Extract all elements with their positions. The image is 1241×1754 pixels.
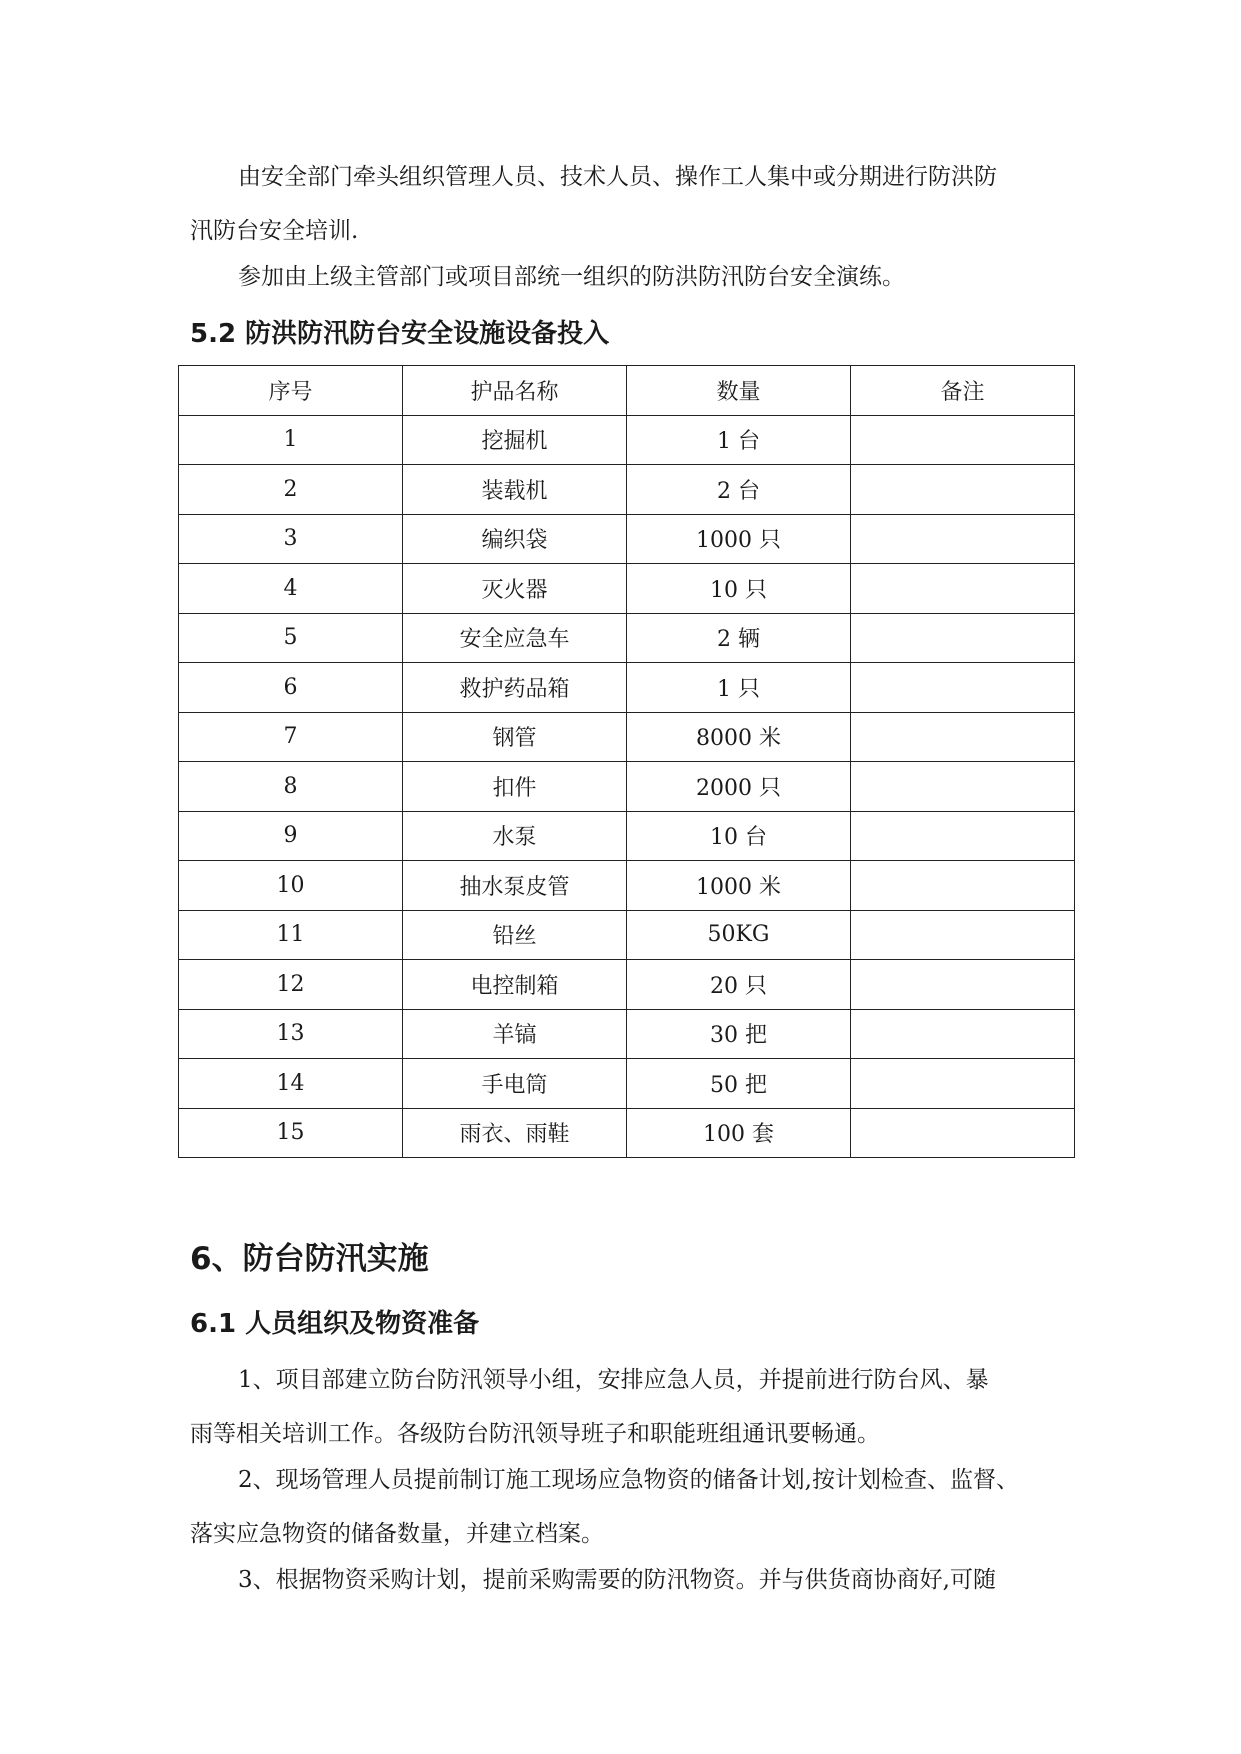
section-6-heading: 6、防台防汛实施 [190,1241,429,1277]
cell-remarks [851,960,1075,1010]
cell-item-name: 编织袋 [403,514,627,564]
training-paragraph-line-2: 汛防台安全培训. [190,218,359,244]
cell-item-name: 手电筒 [403,1059,627,1109]
item-1-paragraph [190,1353,1062,1461]
section-5-2-heading: 5.2 防洪防汛防台安全设施设备投入 [190,319,610,349]
cell-item-name: 安全应急车 [403,613,627,663]
cell-item-name: 电控制箱 [403,960,627,1010]
cell-item-name: 救护药品箱 [403,663,627,713]
cell-item-name: 挖掘机 [403,415,627,465]
table-row [179,514,1075,564]
cell-remarks [851,811,1075,861]
cell-remarks [851,712,1075,762]
table-row [179,712,1075,762]
cell-index: 13 [179,1009,403,1059]
section-6-1-heading: 6.1 人员组织及物资准备 [190,1309,480,1339]
header-remarks: 备注 [851,366,1075,416]
table-row [179,762,1075,812]
cell-index: 15 [179,1108,403,1158]
cell-index: 12 [179,960,403,1010]
cell-item-name: 雨衣、雨鞋 [403,1108,627,1158]
cell-remarks [851,910,1075,960]
training-paragraph-line-1: 由安全部门牵头组织管理人员、技术人员、操作工人集中或分期进行防洪防 [238,164,997,190]
table-body [179,415,1075,1158]
cell-item-name: 抽水泵皮管 [403,861,627,911]
cell-remarks [851,465,1075,515]
cell-quantity: 20 只 [627,960,851,1010]
table-row [179,415,1075,465]
cell-item-name: 装载机 [403,465,627,515]
table-row [179,910,1075,960]
table-row [179,1009,1075,1059]
cell-quantity: 50 把 [627,1059,851,1109]
cell-quantity: 2 辆 [627,613,851,663]
item-1-line-2: 雨等相关培训工作。各级防台防汛领导班子和职能班组通讯要畅通。 [190,1421,880,1447]
cell-index: 1 [179,415,403,465]
cell-quantity: 50KG [627,910,851,960]
cell-remarks [851,663,1075,713]
header-item-name: 护品名称 [403,366,627,416]
cell-index: 7 [179,712,403,762]
table-row [179,663,1075,713]
table-header-row [179,366,1075,416]
table-row [179,811,1075,861]
cell-index: 5 [179,613,403,663]
cell-item-name: 钢管 [403,712,627,762]
cell-quantity: 1 台 [627,415,851,465]
cell-item-name: 扣件 [403,762,627,812]
header-index: 序号 [179,366,403,416]
cell-remarks [851,1009,1075,1059]
cell-remarks [851,1108,1075,1158]
table-row [179,564,1075,614]
table-row [179,613,1075,663]
item-1-line-1: 1、项目部建立防台防汛领导小组，安排应急人员，并提前进行防台风、暴 [238,1367,989,1393]
cell-index: 14 [179,1059,403,1109]
cell-quantity: 2 台 [627,465,851,515]
cell-remarks [851,415,1075,465]
cell-item-name: 羊镐 [403,1009,627,1059]
cell-remarks [851,762,1075,812]
item-2-line-1: 2、现场管理人员提前制订施工现场应急物资的储备计划,按计划检查、监督、 [238,1467,1019,1493]
cell-quantity: 10 只 [627,564,851,614]
cell-quantity: 8000 米 [627,712,851,762]
table-row [179,861,1075,911]
cell-quantity: 1000 米 [627,861,851,911]
cell-quantity: 1000 只 [627,514,851,564]
cell-remarks [851,514,1075,564]
equipment-table [178,365,1075,1158]
table-row [179,1108,1075,1158]
drill-paragraph [190,250,1062,304]
cell-index: 10 [179,861,403,911]
cell-remarks [851,861,1075,911]
cell-item-name: 水泵 [403,811,627,861]
cell-quantity: 100 套 [627,1108,851,1158]
cell-index: 6 [179,663,403,713]
cell-remarks [851,564,1075,614]
cell-remarks [851,1059,1075,1109]
item-3-line-1: 3、根据物资采购计划，提前采购需要的防汛物资。并与供货商协商好,可随 [238,1567,996,1593]
cell-index: 2 [179,465,403,515]
cell-index: 9 [179,811,403,861]
cell-index: 3 [179,514,403,564]
cell-index: 4 [179,564,403,614]
cell-quantity: 2000 只 [627,762,851,812]
table-row [179,960,1075,1010]
cell-item-name: 灭火器 [403,564,627,614]
table-row [179,1059,1075,1109]
item-2-paragraph [190,1453,1062,1561]
cell-item-name: 铅丝 [403,910,627,960]
item-3-paragraph [190,1553,1062,1607]
item-2-line-2: 落实应急物资的储备数量，并建立档案。 [190,1521,604,1547]
cell-index: 11 [179,910,403,960]
table-row [179,465,1075,515]
cell-quantity: 30 把 [627,1009,851,1059]
training-paragraph [190,150,1062,258]
cell-remarks [851,613,1075,663]
cell-index: 8 [179,762,403,812]
cell-quantity: 10 台 [627,811,851,861]
drill-paragraph-line: 参加由上级主管部门或项目部统一组织的防洪防汛防台安全演练。 [238,264,905,290]
cell-quantity: 1 只 [627,663,851,713]
header-quantity: 数量 [627,366,851,416]
